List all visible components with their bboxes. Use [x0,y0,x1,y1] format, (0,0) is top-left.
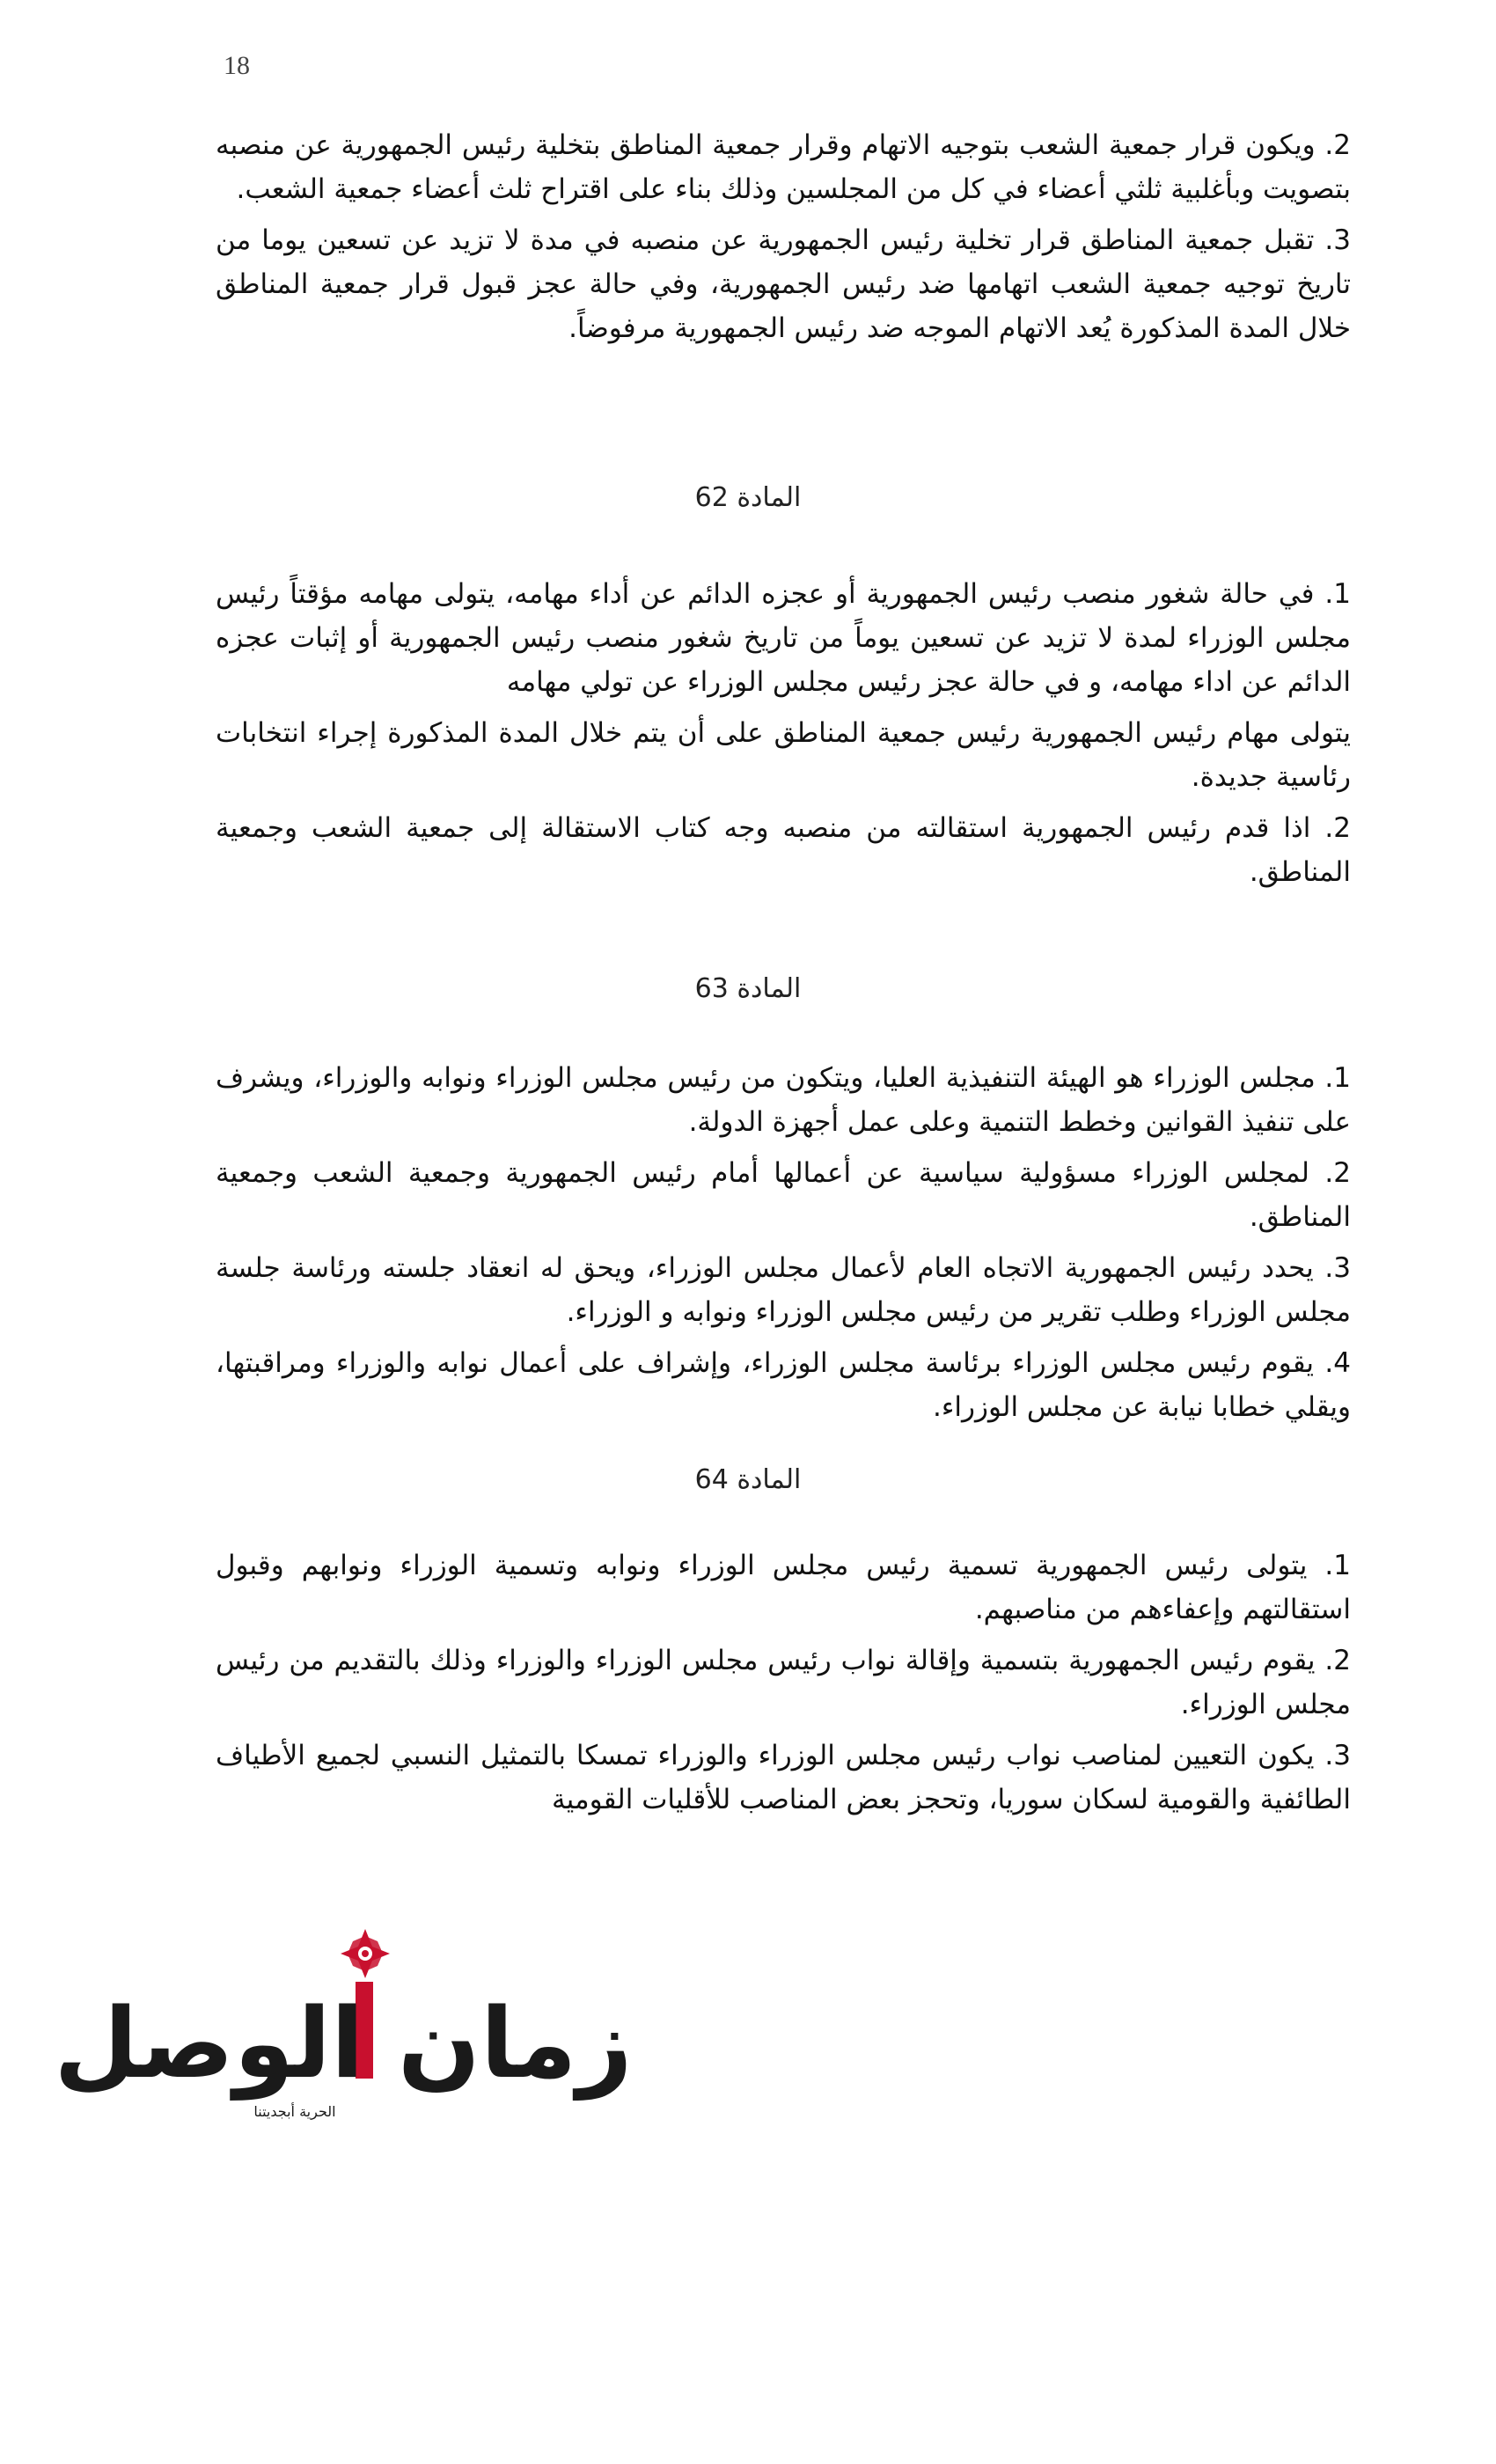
paragraph: 4. يقوم رئيس مجلس الوزراء برئاسة مجلس الوزراء، وإشراف على أعمال نوابه والوزراء ومراقبتها، ويقلي خطابا نيابة عن مجلس الوزراء. [216,1347,1351,1423]
article-63-heading: المادة 63 [694,973,802,1004]
paragraph: 3. تقبل جمعية المناطق قرار تخلية رئيس الجمهورية عن منصبه في مدة لا تزيد عن تسعين يوما من تاريخ توجيه جمعية الشعب اتهامها ضد رئيس الجمهورية، وفي حالة عجز قبول قرار جمعية المناطق خلال المدة المذكورة يُعد الاتهام الموجه ضد رئيس الجمهورية مرفوضاً. [216,224,1351,344]
paragraph: 2. لمجلس الوزراء مسؤولية سياسية عن أعمالها أمام رئيس الجمهورية وجمعية الشعب وجمعية المناطق. [216,1157,1351,1233]
ornament-star-icon [341,1929,390,1978]
article-64-heading: المادة 64 [694,1464,802,1495]
article-62-heading: المادة 62 [694,482,802,513]
paragraph: 2. يقوم رئيس الجمهورية بتسمية وإقالة نواب رئيس مجلس الوزراء والوزراء وذلك بالتقديم من رئيس مجلس الوزراء. [216,1645,1351,1720]
logo-main-text: زمان الوصل [54,1987,633,2100]
article-62-body [216,572,1351,901]
zaman-alwasl-logo [54,1918,633,2138]
paragraph: 3. يحدد رئيس الجمهورية الاتجاه العام لأعمال مجلس الوزراء، ويحق له انعقاد جلسته ورئاسة جلسة مجلس الوزراء وطلب تقرير من رئيس مجلس الوزراء ونوابه و الوزراء. [216,1252,1351,1328]
page-number: 18 [224,51,250,80]
paragraph: 3. يكون التعيين لمناصب نواب رئيس مجلس الوزراء والوزراء تمسكا بالتمثيل النسبي لجميع الأطياف الطائفية والقومية لسكان سوريا، وتحجز بعض المناصب للأقليات القومية [216,1740,1351,1815]
logo-tagline: الحرية أبجديتنا [253,2103,336,2120]
paragraph: 1. في حالة شغور منصب رئيس الجمهورية أو عجزه الدائم عن أداء مهامه، يتولى مهامه مؤقتاً رئيس مجلس الوزراء لمدة لا تزيد عن تسعين يوماً من تاريخ شغور منصب رئيس الجمهورية أو إثبات عجزه الدائم عن اداء مهامه، و في حالة عجز رئيس مجلس الوزراء عن تولي مهامه [216,578,1351,698]
article-64-body [216,1544,1351,1829]
paragraph: 1. يتولى رئيس الجمهورية تسمية رئيس مجلس الوزراء ونوابه وتسمية الوزراء ونوابهم وقبول استقالتهم وإعفاءهم من مناصبهم. [216,1550,1351,1625]
article-63-body [216,1056,1351,1436]
paragraph: 1. مجلس الوزراء هو الهيئة التنفيذية العليا، ويتكون من رئيس مجلس الوزراء ونوابه والوزراء، ويشرف على تنفيذ القوانين وخطط التنمية وعلى عمل أجهزة الدولة. [216,1062,1351,1138]
paragraph: 2. اذا قدم رئيس الجمهورية استقالته من منصبه وجه كتاب الاستقالة إلى جمعية الشعب وجمعية المناطق. [216,812,1351,888]
paragraph: 2. ويكون قرار جمعية الشعب بتوجيه الاتهام وقرار جمعية المناطق بتخلية رئيس الجمهورية عن منصبه بتصويت وبأغلبية ثلثي أعضاء في كل من المجلسين وذلك بناء على اقتراح ثلث أعضاء جمعية الشعب. [216,129,1351,205]
continuation-block [216,123,1351,357]
paragraph: يتولى مهام رئيس الجمهورية رئيس جمعية المناطق على أن يتم خلال المدة المذكورة إجراء انتخابات رئاسية جديدة. [216,717,1351,793]
